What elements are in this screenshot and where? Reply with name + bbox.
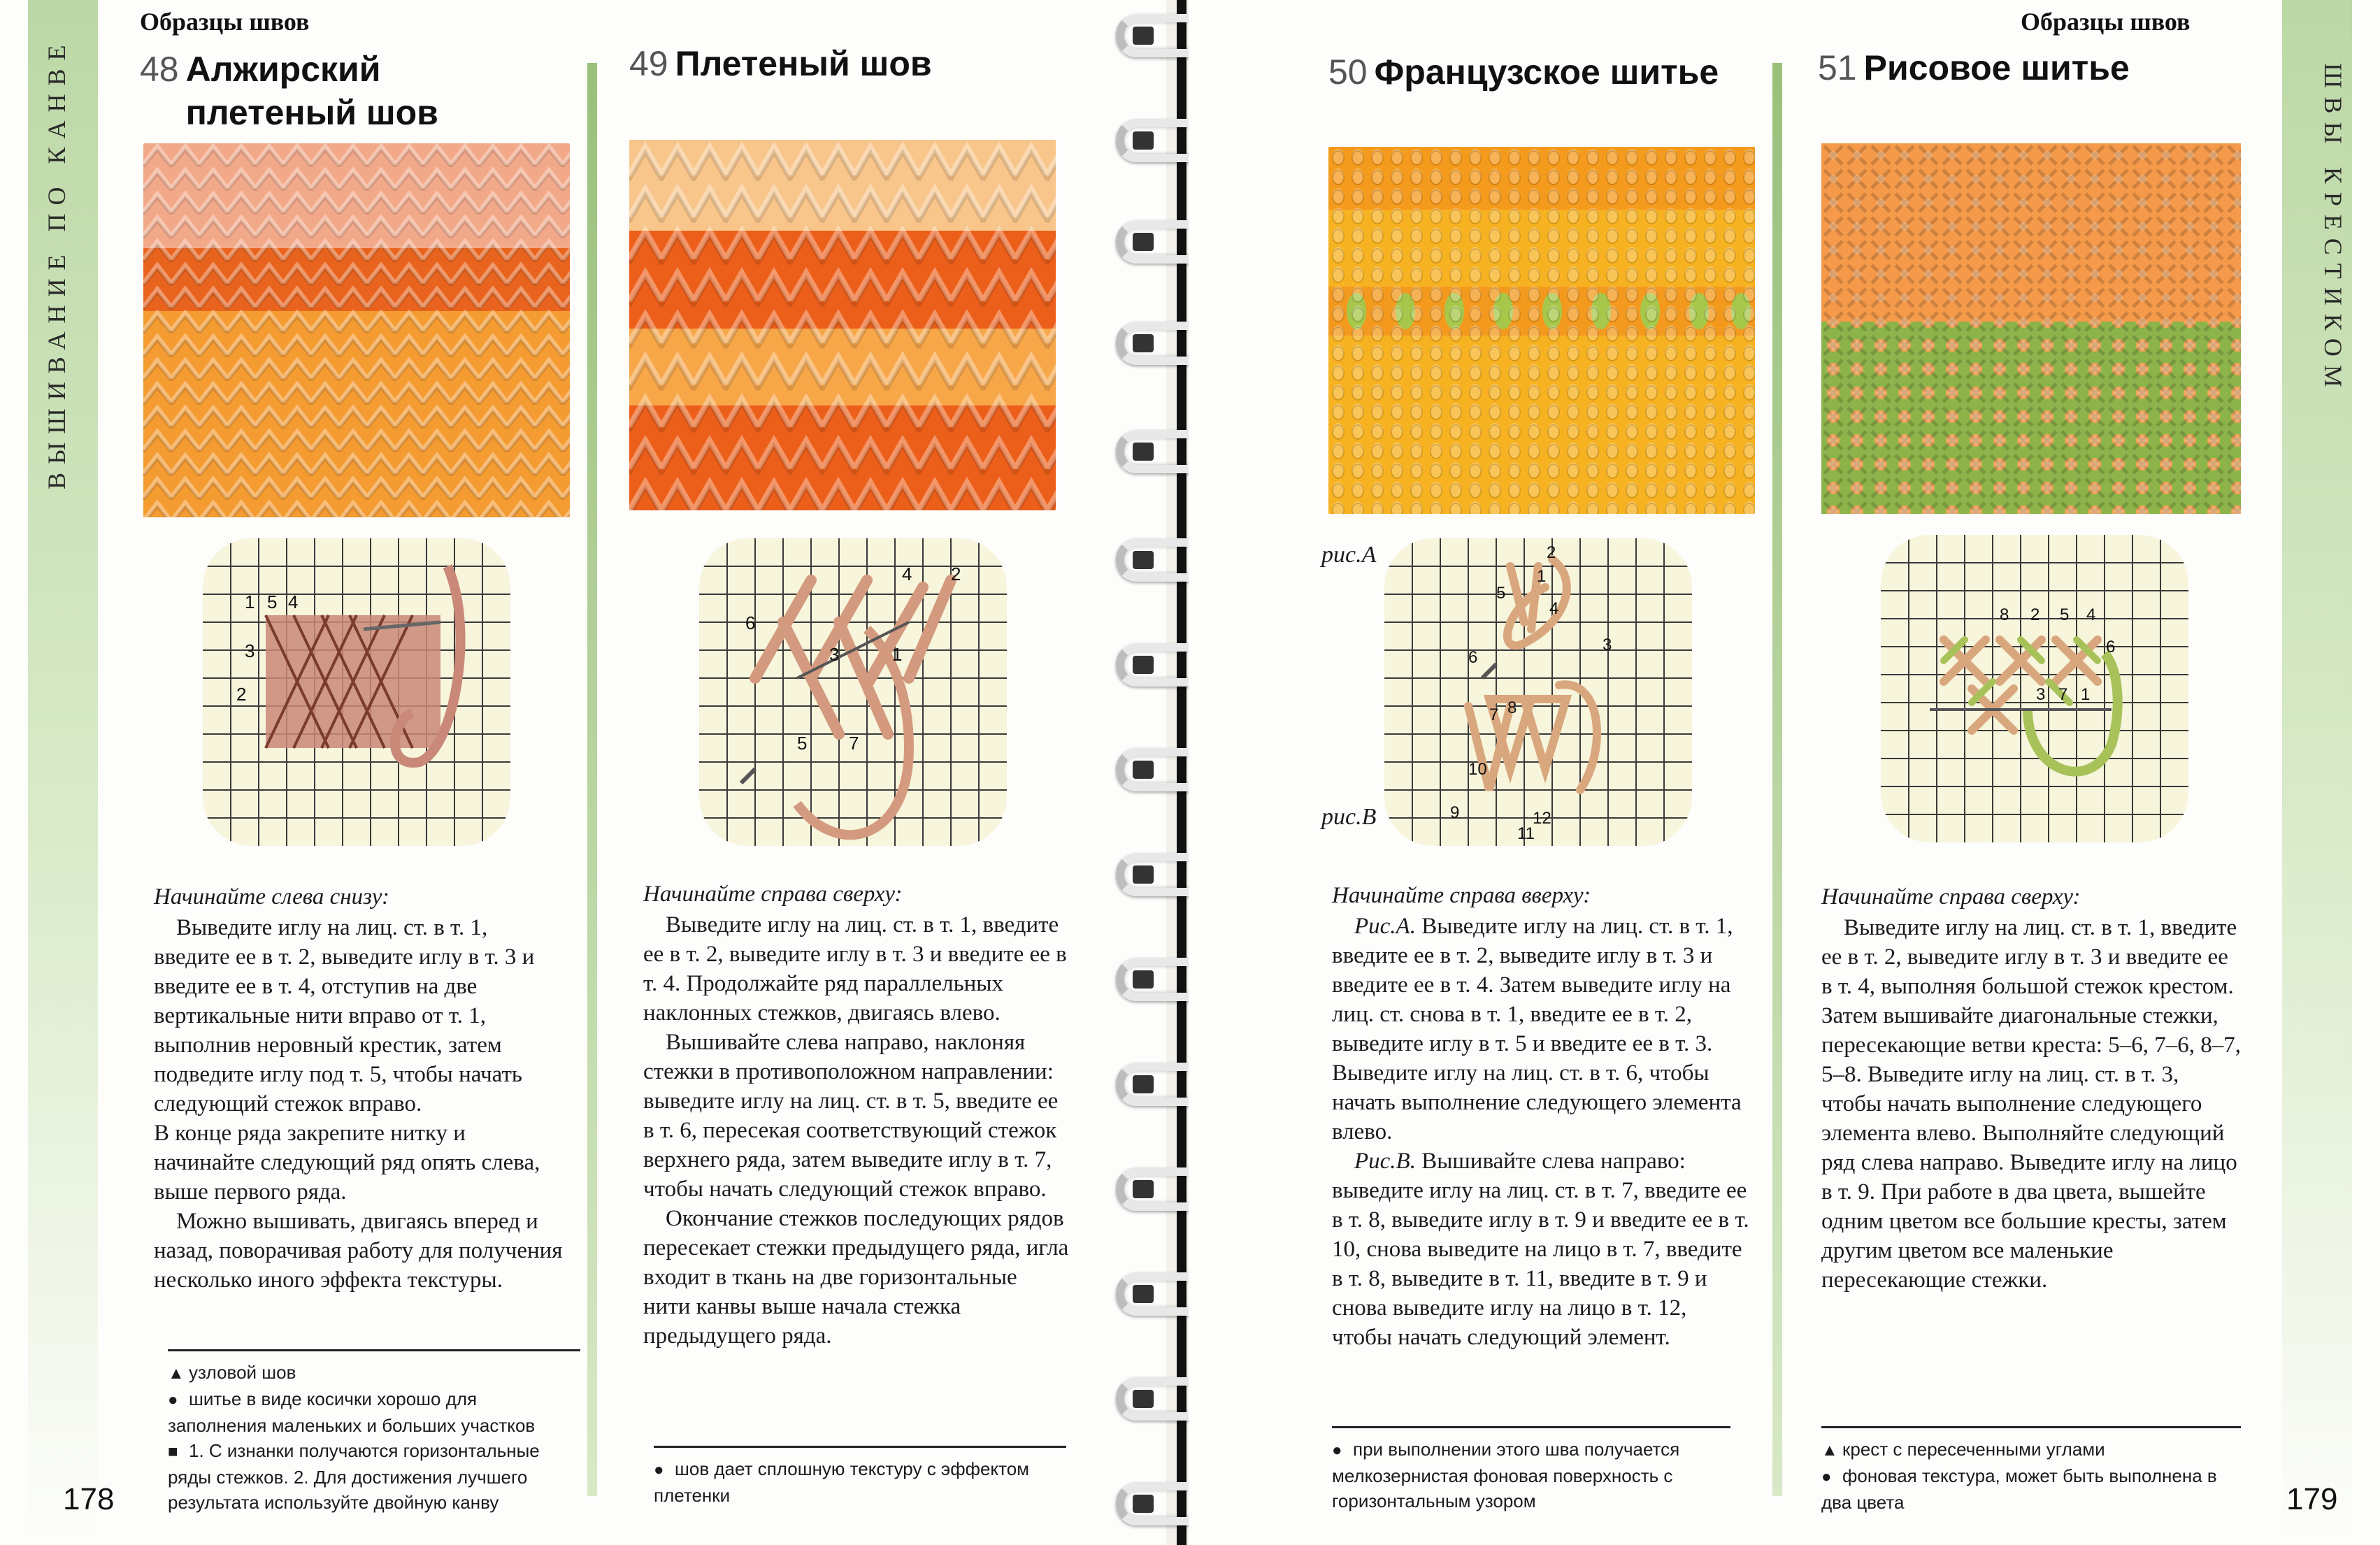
stitch-48-swatch	[143, 143, 570, 517]
stitch-50-header	[1328, 42, 1755, 94]
stitch-50-diagram	[1384, 538, 1692, 846]
page-number-left: 178	[63, 1482, 115, 1516]
diagram-label: 2	[236, 684, 247, 705]
diagram-label: 1	[2081, 685, 2091, 704]
stitch-number: 49	[629, 44, 668, 83]
page-number-right: 179	[2286, 1482, 2338, 1516]
instruction-paragraph: Вышивайте слева направо, наклоняя стежки в противоположном направлении: выведите иглу на лиц. ст. в т. 5, введите ее в т. 6, пересекая соответствующий стежок верхнего ряда, затем выведите иглу в т. 7, чтобы начать следующий стежок вправо.	[643, 1030, 1059, 1202]
right-page	[1189, 0, 2380, 1545]
diagram-label: 5	[797, 733, 808, 754]
instruction-paragraph: Выведите иглу на лиц. ст. в т. 1, введите ее в т. 2, выведите иглу в т. 3 и введите ее в т. 4, выполняя большой стежок крестом. Затем вышивайте диагональные стежки, пересекающие ветви креста: 5–6, 7–6, 8–7, 5–8. Выведите иглу на лиц. ст. в т. 3, чтобы начать выполнение следующего элемента влево. Выполняйте следующий ряд слева направо. Выведите иглу на лицо в т. 9. При работе в два цвета, вышейте одним цветом все большие кресты, затем другим цветом все маленькие пересекающие стежки.	[1821, 915, 2242, 1293]
instruction-paragraph: Рис.В. Вышивайте слева направо: выведите иглу на лиц. ст. в т. 7, введите ее в т. 8, выведите иглу в т. 9 и введите ее в т. 10, снова выведите на лицо в т. 7, введите в т. 8, выведите в т. 11, введите в т. 9 и снова выведите иглу на лицо в т. 12, чтобы начать следующий элемент.	[1332, 1149, 1749, 1350]
diagram-label: 3	[245, 640, 255, 661]
diagram-label: 4	[1549, 599, 1559, 618]
diagram-label: 6	[745, 612, 756, 633]
instruction-intro: Начинайте справа сверху:	[1821, 884, 2081, 910]
instruction-paragraph: Можно вышивать, двигаясь вперед и назад, поворачивая работу для получения несколько иного эффекта текстуры.	[154, 1209, 563, 1293]
diagram-label: 6	[1468, 648, 1478, 667]
figure-label-a: рис.А	[1321, 542, 1377, 568]
note-item: ● при выполнении этого шва получается мелкозернистая фоновая поверхность с горизонтальным узором	[1332, 1439, 1680, 1511]
stitch-title: Алжирский плетеный шов	[185, 50, 438, 132]
column-divider	[1772, 63, 1782, 1496]
diagram-label: 2	[2030, 605, 2040, 624]
stitch-51-notes	[1821, 1426, 2241, 1515]
diagram-label: 3	[1603, 635, 1612, 654]
stitch-48-notes	[168, 1349, 580, 1515]
diagram-label: 4	[288, 591, 299, 612]
diagram-label: 3	[829, 644, 840, 665]
instruction-intro: Начинайте справа вверху:	[1332, 883, 1591, 908]
note-item: ▲ крест с пересеченными углами	[1821, 1439, 2105, 1460]
side-title-left: ВЫШИВАНИЕ ПО КАНВЕ	[43, 36, 71, 489]
stitch-48-diagram	[203, 538, 510, 846]
diagram-label: 8	[1507, 698, 1517, 717]
note-item: ● шитье в виде косички хорошо для заполнения маленьких и больших участков	[168, 1388, 536, 1436]
instruction-paragraph: Выведите иглу на лиц. ст. в т. 1, введите ее в т. 2, выведите иглу в т. 3 и введите ее в т. 4, отступив на две вертикальные нити вправо от т. 1, выполнив неровный крестик, затем подведите иглу под т. 5, чтобы начать следующий стежок вправо.	[154, 915, 535, 1116]
diagram-label: 1	[245, 591, 255, 612]
note-item: ■ 1. С изнанки получаются горизонтальные ряды стежков. 2. Для достижения лучшего результата используйте двойную канву	[168, 1440, 540, 1513]
stitch-50-swatch	[1328, 147, 1755, 514]
diagram-label: 12	[1533, 809, 1551, 828]
stitch-48-instructions	[154, 882, 566, 1295]
stitch-title: Рисовое шитье	[1863, 48, 2130, 87]
stitch-48-header	[140, 42, 566, 134]
diagram-label: 11	[1517, 824, 1535, 843]
stitch-51-header	[1818, 42, 2244, 89]
instruction-paragraph: Окончание стежков последующих рядов пересекает стежки предыдущего ряда, игла входит в ткань на две горизонтальные нити канвы выше начала стежка предыдущего ряда.	[643, 1206, 1069, 1349]
stitch-50-instructions	[1332, 881, 1751, 1352]
running-head-right: Образцы швов	[2021, 8, 2191, 36]
diagram-label: 3	[2036, 685, 2046, 704]
diagram-label: 7	[2058, 685, 2068, 704]
stitch-number: 51	[1818, 48, 1857, 87]
diagram-label: 1	[1537, 567, 1547, 586]
diagram-label: 7	[849, 733, 859, 754]
stitch-number: 50	[1328, 52, 1368, 92]
instruction-intro: Начинайте справа сверху:	[643, 882, 903, 907]
stitch-title: Французское шитье	[1374, 52, 1719, 92]
diagram-label: 5	[267, 591, 278, 612]
stitch-49-header	[629, 42, 1056, 85]
diagram-label: 4	[902, 563, 912, 584]
stitch-number: 48	[140, 50, 179, 89]
left-page	[0, 0, 1166, 1545]
diagram-label: 7	[1489, 705, 1499, 724]
diagram-label: 4	[2086, 605, 2096, 624]
stitch-51-instructions	[1821, 882, 2241, 1295]
diagram-label: 6	[2106, 638, 2116, 656]
note-item: ▲ узловой шов	[168, 1362, 296, 1383]
stitch-49-instructions	[643, 879, 1070, 1351]
instruction-paragraph: В конце ряда закрепите нитку и начинайте следующий ряд опять слева, выше первого ряда.	[154, 1121, 540, 1205]
stitch-51-diagram	[1881, 535, 2188, 842]
note-item: ● шов дает сплошную текстуру с эффектом плетенки	[654, 1458, 1030, 1506]
diagram-label: 10	[1468, 760, 1487, 779]
running-head-left: Образцы швов	[140, 8, 310, 36]
stitch-title: Плетеный шов	[675, 44, 932, 83]
diagram-label: 1	[892, 644, 903, 665]
diagram-label: 5	[2060, 605, 2070, 624]
instruction-intro: Начинайте слева снизу:	[154, 884, 389, 910]
diagram-label: 9	[1450, 803, 1460, 822]
diagram-label: 2	[1547, 543, 1556, 562]
stitch-51-swatch	[1818, 143, 2244, 514]
stitch-50-notes	[1332, 1426, 1730, 1514]
stitch-49-notes	[654, 1446, 1066, 1508]
instruction-paragraph: Выведите иглу на лиц. ст. в т. 1, введите ее в т. 2, выведите иглу в т. 3 и введите ее в т. 4. Продолжайте ряд параллельных наклонных стежков, двигаясь влево.	[643, 912, 1067, 1026]
column-divider	[587, 63, 597, 1496]
instruction-paragraph: Рис.А. Выведите иглу на лиц. ст. в т. 1, введите ее в т. 2, выведите иглу в т. 3 и введите ее в т. 4. Затем выведите иглу на лиц. ст. снова в т. 1, введите ее в т. 2, выведите иглу в т. 5 и введите ее в т. 3. Выведите иглу на лиц. ст. в т. 6, чтобы начать выполнение следующего элемента влево.	[1332, 914, 1742, 1144]
stitch-49-diagram	[699, 538, 1007, 846]
figure-label-b: рис.В	[1321, 804, 1377, 830]
diagram-label: 5	[1496, 584, 1506, 603]
diagram-label: 2	[951, 563, 961, 584]
note-item: ● фоновая текстура, может быть выполнена в два цвета	[1821, 1465, 2217, 1513]
stitch-49-swatch	[629, 140, 1056, 510]
diagram-label: 8	[2000, 605, 2009, 624]
